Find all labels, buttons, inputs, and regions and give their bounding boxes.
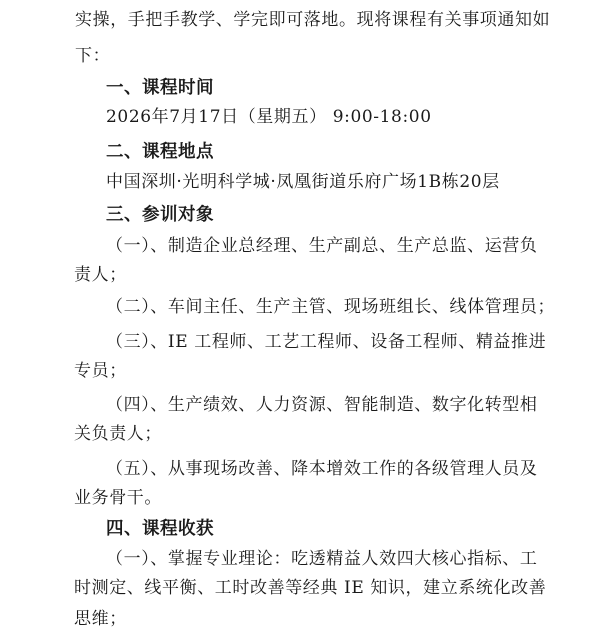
audience-item-3-line-1: （三）、IE 工程师、工艺工程师、设备工程师、精益推进	[106, 332, 547, 352]
gains-item-1-line-2: 时测定、线平衡、工时改善等经典 IE 知识，建立系统化改善	[74, 578, 547, 598]
audience-item-4-line-1: （四）、生产绩效、人力资源、智能制造、数字化转型相	[106, 395, 538, 415]
audience-item-4-line-2: 关负责人；	[74, 424, 162, 444]
intro-text-line-1: 实操，手把手教学、学完即可落地。现将课程有关事项通知如	[75, 10, 551, 30]
audience-item-1-line-2: 责人；	[74, 265, 127, 285]
section-heading-time: 一、课程时间	[106, 78, 214, 98]
audience-item-5-line-2: 业务骨干。	[74, 488, 162, 508]
course-time-text: 2026年7月17日（星期五） 9:00-18:00	[106, 107, 432, 127]
audience-item-3-line-2: 专员；	[74, 361, 127, 381]
audience-item-1-line-1: （一）、制造企业总经理、生产副总、生产总监、运营负	[106, 236, 538, 256]
course-location-text: 中国深圳·光明科学城·凤凰街道乐府广场1B栋20层	[106, 172, 500, 192]
section-heading-audience: 三、参训对象	[106, 205, 214, 225]
audience-item-5-line-1: （五）、从事现场改善、降本增效工作的各级管理人员及	[106, 459, 538, 479]
section-heading-location: 二、课程地点	[106, 142, 214, 162]
section-heading-gains: 四、课程收获	[106, 519, 214, 539]
audience-item-2-line-1: （二）、车间主任、生产主管、现场班组长、线体管理员；	[106, 297, 556, 317]
gains-item-1-line-3: 思维；	[74, 609, 127, 629]
gains-item-1-line-1: （一）、掌握专业理论：吃透精益人效四大核心指标、工	[106, 549, 538, 569]
intro-text-line-2: 下：	[75, 46, 111, 66]
